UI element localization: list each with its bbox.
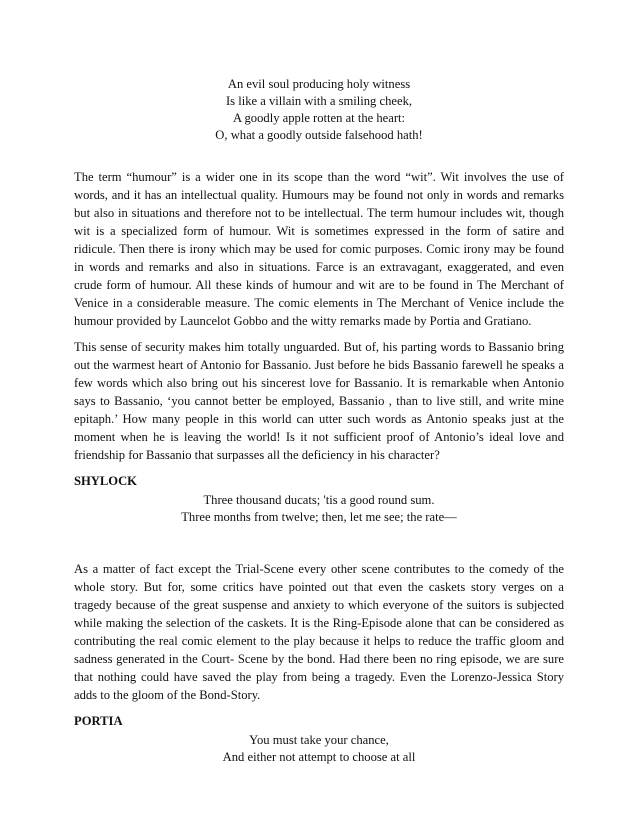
paragraph-comedy: As a matter of fact except the Trial-Scene every other scene contributes to the comedy of the whole story. But for, some critics have pointed out that even the caskets story verges on a tragedy because of the great suspense and anxiety to which everyone of the suitors is subjected while making the selection of the caskets. It is the Ring-Episode alone that can be considered as contributing the real comic element to the play because it helps to reduce the traffic gloom and sadness generated in the Court- Scene by the bond. Had there been no ring episode, we are sure that nothing could have saved the play from being a tragedy. Even the Lorenzo-Jessica Story adds to the gloom of the Bond-Story. xyxy=(74,562,564,702)
verse-line: O, what a goodly outside falsehood hath! xyxy=(215,128,423,142)
speaker-shylock: SHYLOCK xyxy=(74,474,137,488)
verse-line: A goodly apple rotten at the heart: xyxy=(232,111,406,125)
verse-line: Is like a villain with a smiling cheek, xyxy=(225,94,413,108)
verse-line: Three thousand ducats; 'tis a good round sum. xyxy=(203,493,435,507)
speaker-portia: PORTIA xyxy=(74,714,123,728)
verse-quote-1 xyxy=(74,76,564,144)
verse-line: An evil soul producing holy witness xyxy=(227,77,411,91)
verse-line: You must take your chance, xyxy=(249,733,389,747)
paragraph-humour: The term “humour” is a wider one in its scope than the word “wit”. Wit involves the use of words, and it has an intellectual quality. Humours may be found not only in words and remarks but also in situations and therefore not to be intellectual. The term humour includes wit, though wit is a specialized form of humour. Wit is sometimes expressed in the form of satire and ridicule. Then there is irony which may be used for comic purposes. Comic irony may be found in words and remarks and also in situations. Farce is an extravagant, exaggerated, and even crude form of humour. All these kinds of humour and wit are to be found in The Merchant of Venice in a considerable measure. The comic elements in The Merchant of Venice include the humour provided by Launcelot Gobbo and the witty remarks made by Portia and Gratiano. xyxy=(74,170,564,328)
verse-line: And either not attempt to choose at all xyxy=(222,750,416,764)
verse-line: Three months from twelve; then, let me see; the rate— xyxy=(181,510,457,524)
verse-quote-3 xyxy=(74,732,564,766)
paragraph-antonio: This sense of security makes him totally unguarded. But of, his parting words to Bassanio bring out the warmest heart of Antonio for Bassanio. Just before he bids Bassanio farewell he speaks a few words which also bring out his sincerest love for Bassanio. It is remarkable when Antonio says to Bassanio, ‘you cannot better be employed, Bassanio , than to live still, and write mine epitaph.’ How many people in this world can utter such words as Antonio speaks just at the moment when he is leaving the world! Is it not sufficient proof of Antonio’s ideal love and friendship for Bassanio that surpasses all the deficiency in his character? xyxy=(74,340,564,462)
verse-quote-2 xyxy=(74,492,564,526)
